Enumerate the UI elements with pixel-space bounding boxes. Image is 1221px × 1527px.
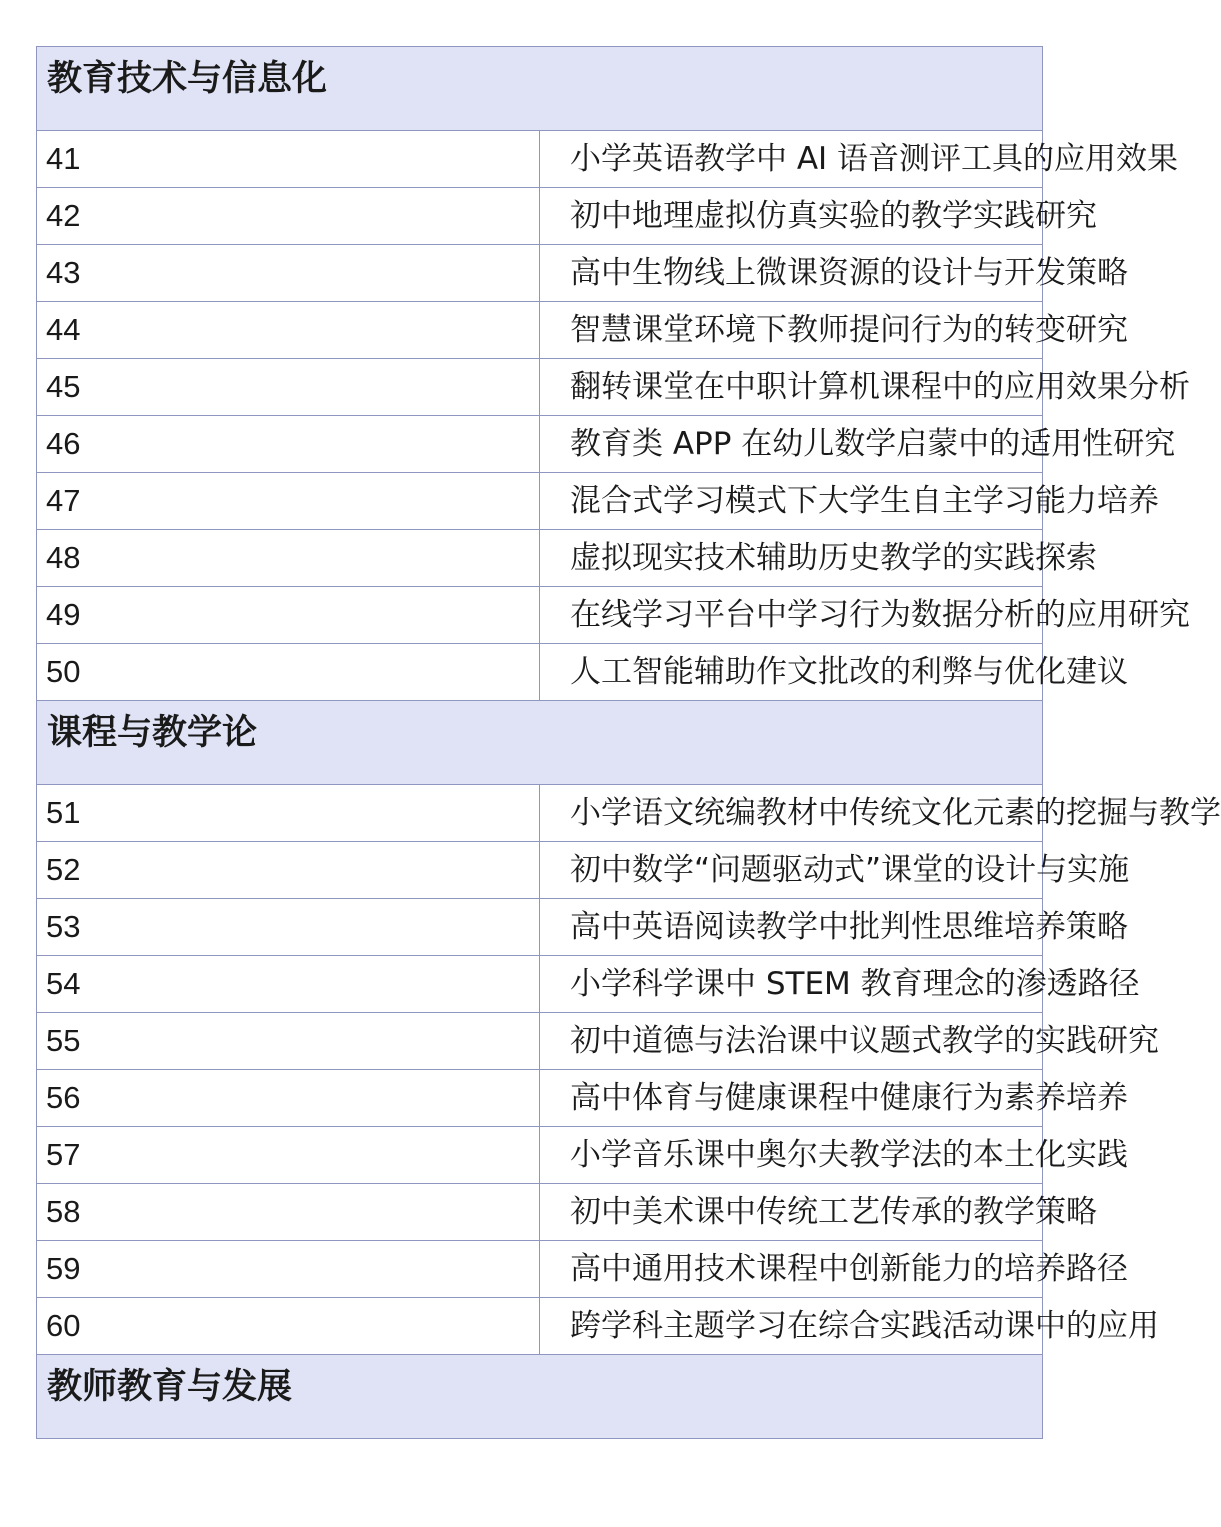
topic-number: 49 (37, 587, 540, 644)
topic-title: 初中美术课中传统工艺传承的教学策略 (540, 1184, 1043, 1241)
topic-number: 58 (37, 1184, 540, 1241)
topic-number: 56 (37, 1070, 540, 1127)
table-row (37, 1070, 1043, 1127)
topic-number: 45 (37, 359, 540, 416)
topic-number: 43 (37, 245, 540, 302)
topic-title: 小学语文统编教材中传统文化元素的挖掘与教学 (540, 785, 1043, 842)
topic-number: 54 (37, 956, 540, 1013)
table-row (37, 899, 1043, 956)
table-body (37, 47, 1221, 1439)
topic-title: 人工智能辅助作文批改的利弊与优化建议 (540, 644, 1043, 701)
topic-title: 初中数学“问题驱动式”课堂的设计与实施 (540, 842, 1043, 899)
table-row (37, 785, 1043, 842)
topic-title: 小学音乐课中奥尔夫教学法的本土化实践 (540, 1127, 1043, 1184)
topic-title: 高中通用技术课程中创新能力的培养路径 (540, 1241, 1043, 1298)
section-title: 课程与教学论 (47, 713, 258, 753)
table-row (37, 188, 1043, 245)
section-header-row (37, 1355, 1043, 1439)
table-row (37, 1184, 1043, 1241)
topic-number: 50 (37, 644, 540, 701)
table-row (37, 644, 1043, 701)
section-title: 教师教育与发展 (47, 1367, 293, 1407)
topic-title: 小学科学课中 STEM 教育理念的渗透路径 (540, 956, 1043, 1013)
topic-number: 46 (37, 416, 540, 473)
section-header-cell (37, 47, 1043, 131)
topic-title: 小学英语教学中 AI 语音测评工具的应用效果 (540, 131, 1043, 188)
topic-title: 虚拟现实技术辅助历史教学的实践探索 (540, 530, 1043, 587)
topic-number: 44 (37, 302, 540, 359)
table-row (37, 842, 1043, 899)
table-row (37, 416, 1043, 473)
table-row (37, 1241, 1043, 1298)
topic-number: 55 (37, 1013, 540, 1070)
table-row (37, 530, 1043, 587)
table-row (37, 956, 1043, 1013)
topic-number: 53 (37, 899, 540, 956)
topic-number: 60 (37, 1298, 540, 1355)
topic-number: 47 (37, 473, 540, 530)
topic-title: 混合式学习模式下大学生自主学习能力培养 (540, 473, 1043, 530)
topic-number: 41 (37, 131, 540, 188)
section-title: 教育技术与信息化 (47, 59, 328, 99)
table-row (37, 587, 1043, 644)
topic-title: 跨学科主题学习在综合实践活动课中的应用 (540, 1298, 1043, 1355)
topic-number: 52 (37, 842, 540, 899)
topic-number: 48 (37, 530, 540, 587)
section-header-row (37, 701, 1043, 785)
topic-title: 智慧课堂环境下教师提问行为的转变研究 (540, 302, 1043, 359)
topic-number: 51 (37, 785, 540, 842)
section-header-cell (37, 701, 1043, 785)
table-row (37, 245, 1043, 302)
section-header-row (37, 47, 1043, 131)
topic-title: 教育类 APP 在幼儿数学启蒙中的适用性研究 (540, 416, 1043, 473)
topic-number: 42 (37, 188, 540, 245)
table-row (37, 131, 1043, 188)
topic-title: 在线学习平台中学习行为数据分析的应用研究 (540, 587, 1043, 644)
table-row (37, 359, 1043, 416)
topic-title: 高中体育与健康课程中健康行为素养培养 (540, 1070, 1043, 1127)
topic-title: 初中道德与法治课中议题式教学的实践研究 (540, 1013, 1043, 1070)
topic-table (36, 46, 1221, 1439)
table-row (37, 1127, 1043, 1184)
table-row (37, 1298, 1043, 1355)
topic-title: 高中生物线上微课资源的设计与开发策略 (540, 245, 1043, 302)
topic-title: 翻转课堂在中职计算机课程中的应用效果分析 (540, 359, 1043, 416)
topic-title: 高中英语阅读教学中批判性思维培养策略 (540, 899, 1043, 956)
topic-number: 57 (37, 1127, 540, 1184)
topic-title: 初中地理虚拟仿真实验的教学实践研究 (540, 188, 1043, 245)
table-row (37, 302, 1043, 359)
topic-number: 59 (37, 1241, 540, 1298)
section-header-cell (37, 1355, 1043, 1439)
table-row (37, 473, 1043, 530)
table-row (37, 1013, 1043, 1070)
